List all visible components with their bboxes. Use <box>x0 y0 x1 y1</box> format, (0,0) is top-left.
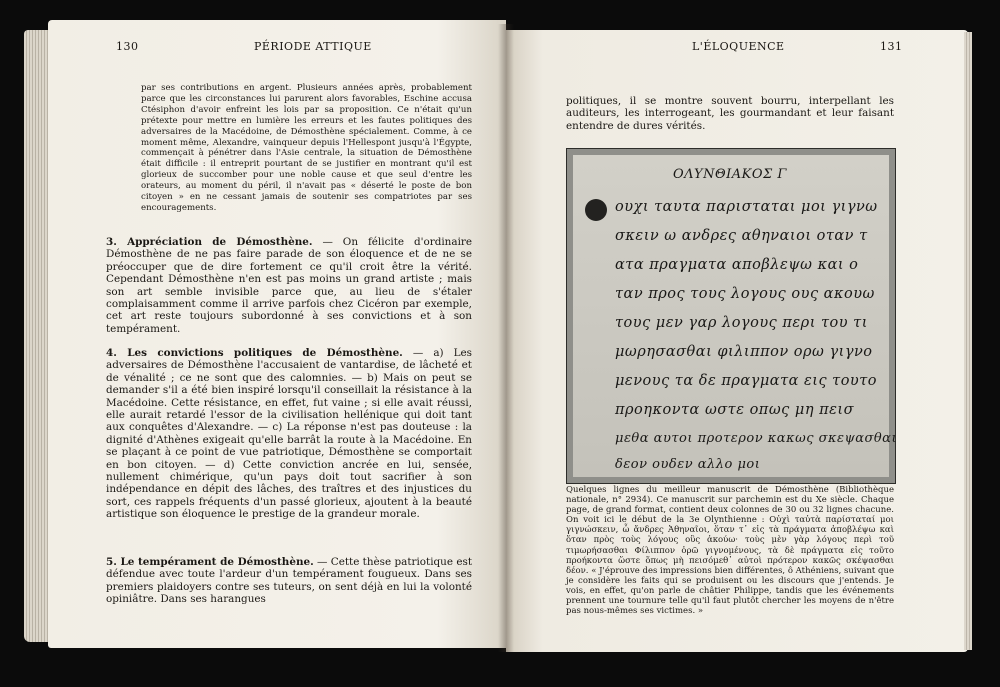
manuscript-line: ταν προς τους λογους ους ακουω <box>615 286 875 302</box>
right-running-head: L'ÉLOQUENCE <box>692 40 785 53</box>
section-4-text: a) Les adversaires de Démosthène l'accusaient de vantardise, de lâcheté et de vénalité ; ce ne sont que des calomnies. — b) Mais on peut se demander s'il a été bien inspiré lorsqu'il conseillait la résistance à la Macédoine. Cette résistance, en effet, fut vaine ; si elle avait réussi, elle aurait retardé l'essor de la civilisation hellénique qui doit tant aux conquêtes d'Alexandre. — c) La réponse n'est pas douteuse : la dignité d'Athènes exigeait qu'elle barrât la route à la Macédoine. En se plaçant à ce point de vue patriotique, Démosthène se comportait en bon citoyen. — d) Cette conviction ancrée en lui, sensée, nullement chimérique, qu'un pays doit tout sacrifier à son indépendance en dépit des lâches, des traîtres et des injustices du sort, ces rappels fréquents d'un passé glorieux, ajoutent à la beauté artistique son éloquence le prestige de la grandeur morale. <box>106 347 473 521</box>
section-5: 5. Le tempérament de Démosthène. — Cette thèse patriotique est défendue avec toute l'ardeur d'un tempérament fougueux. Dans ses premiers plaidoyers contre ses tuteurs, on sent déjà en lui la volonté opiniâtre. Dans ses harangues <box>106 556 472 606</box>
right-top-text: politiques, il se montre souvent bourru, interpellant les auditeurs, les interrogeant, les gourmandant et leur faisant entendre de dures vérités. <box>566 95 894 132</box>
left-page-number: 130 <box>116 40 139 53</box>
manuscript-line: μωρησασθαι φιλιππον ορω γιγνο <box>615 344 873 360</box>
section-3-heading: 3. Appréciation de Démosthène. <box>106 236 313 248</box>
right-page-number: 131 <box>880 40 903 53</box>
left-intro-text: par ses contributions en argent. Plusieurs années après, probablement parce que les circonstances lui parurent alors favorables, Eschine accusa Ctésiphon d'avoir enfreint les lois par sa proposition. Ce n'était qu'un prétexte pour mettre en lumière les erreurs et les fautes politiques des adversaires de la Macédoine, de Démosthène spécialement. Comme, à ce moment même, Alexandre, vainqueur depuis l'Hellespont jusqu'à l'Égypte, commençait à pénétrer dans l'Asie centrale, la situation de Démosthène était difficile : il entreprit pourtant de se justifier en montrant qu'il est glorieux de succomber pour une noble cause et que seul d'entre les orateurs, au moment du péril, il n'avait pas « déserté le poste de bon citoyen » en ne cessant jamais de soutenir ses compatriotes par ses encouragements. <box>141 83 472 213</box>
manuscript-line: δεον ουδεν αλλο μοι <box>615 457 761 472</box>
section-5-heading: 5. Le tempérament de Démosthène. <box>106 556 314 568</box>
section-4: 4. Les convictions politiques de Démosthène. — a) Les adversaires de Démosthène l'accusaient de vantardise, de lâcheté et de vénalité ; ce ne sont que des calomnies. — b) Mais on peut se demander s'il a été bien inspiré lorsqu'il conseillait la résistance à la Macédoine. Cette résistance, en effet, fut vaine ; si elle avait réussi, elle aurait retardé l'essor de la civilisation hellénique qui doit tant aux conquêtes d'Alexandre. — c) La réponse n'est pas douteuse : la dignité d'Athènes exigeait qu'elle barrât la route à la Macédoine. En se plaçant à ce point de vue patriotique, Démosthène se comportait en bon citoyen. — d) Cette conviction ancrée en lui, sensée, nullement chimérique, qu'un pays doit tout sacrifier à son indépendance en dépit des lâches, des traîtres et des injustices du sort, ces rappels fréquents d'un passé glorieux, ajoutent à la beauté artistique son éloquence le prestige de la grandeur morale. <box>106 347 473 521</box>
manuscript-line: μεθα αυτοι προτερον κακως σκεψασθαι <box>615 431 898 446</box>
manuscript-line: τους μεν γαρ λογους περι του τι <box>615 315 868 331</box>
manuscript-line: ατα πραγματα αποβλεψω και ο <box>615 257 859 273</box>
manuscript-title: ΟΛΥΝΘΙΑΚΟΣ Γ <box>673 167 787 182</box>
manuscript-seal-icon <box>585 199 607 221</box>
manuscript-parchment <box>573 155 898 477</box>
section-4-heading: 4. Les convictions politiques de Démosthène. <box>106 347 403 359</box>
manuscript-caption: Quelques lignes du meilleur manuscrit de Démosthène (Bibliothèque nationale, n° 2934). Ce manuscrit sur parchemin est du Xe siècle. Chaque page, de grand format, contient deux colonnes de 30 ou 32 lignes chacune. On voit ici le début de la 3e Olynthienne : Οὐχὶ ταὐτὰ παρίσταταί μοι γιγνώσκειν, ὦ ἄνδρες Ἀθηναῖοι, ὅταν τ᾽ εἰς τὰ πράγματα ἀποβλέψω καὶ ὅταν πρὸς τοὺς λόγους οὓς ἀκούω· τοὺς μὲν γὰρ λόγους περὶ τοῦ τιμωρήσασθαι Φίλιππον ὁρῶ γιγνομένους, τὰ δὲ πράγματα εἰς τοῦτο προήκοντα ὥστε ὅπως μὴ πεισόμεθ᾽ αὐτοὶ πρότερον κακῶς σκέψασθαι δέον. « J'éprouve des impressions bien différentes, ô Athéniens, suivant que je considère les faits qui se produisent ou les discours que j'entends. Je vois, en effet, qu'on parle de châtier Philippe, tandis que les événements prennent une tournure telle qu'il faut plutôt chercher les moyens de n'être pas nous-mêmes ses victimes. » <box>566 485 894 617</box>
page-edges-right <box>964 32 972 650</box>
section-5-text: Cette thèse patriotique est défendue avec toute l'ardeur d'un tempérament fougueux. Dans ses premiers plaidoyers contre ses tuteurs, on sent déjà en lui la volonté opiniâtre. Dans ses harangues <box>106 556 472 606</box>
manuscript-photo <box>566 148 896 484</box>
manuscript-line: προηκοντα ωστε οπως μη πεισ <box>615 402 855 418</box>
section-3: 3. Appréciation de Démosthène. — On félicite d'ordinaire Démosthène de ne pas faire parade de son éloquence et de ne se préoccuper que de dire fortement ce qu'il croit être la vérité. Cependant Démosthène n'en est pas moins un grand artiste ; mais son art semble invisible parce que, au lieu de s'étaler complaisamment comme il arrive parfois chez Cicéron par exemple, cet art reste toujours subordonné à ses convictions et à son tempérament. <box>106 236 473 335</box>
left-running-head: PÉRIODE ATTIQUE <box>254 40 372 53</box>
section-3-text: On félicite d'ordinaire Démosthène de ne pas faire parade de son éloquence et de ne se préoccuper que de dire fortement ce qu'il croit être la vérité. Cependant Démosthène n'en est pas moins un grand artiste ; mais son art semble invisible parce que, au lieu de s'étaler complaisamment comme il arrive parfois chez Cicéron par exemple, cet art reste toujours subordonné à ses convictions et à son tempérament. <box>106 236 473 335</box>
book-gutter <box>498 24 514 652</box>
manuscript-line: μενους τα δε πραγματα εις τουτο <box>615 373 877 389</box>
manuscript-line: ουχι ταυτα παρισταται μοι γιγνω <box>615 199 878 215</box>
manuscript-line: σκειν ω ανδρες αθηναιοι οταν τ <box>615 228 868 244</box>
